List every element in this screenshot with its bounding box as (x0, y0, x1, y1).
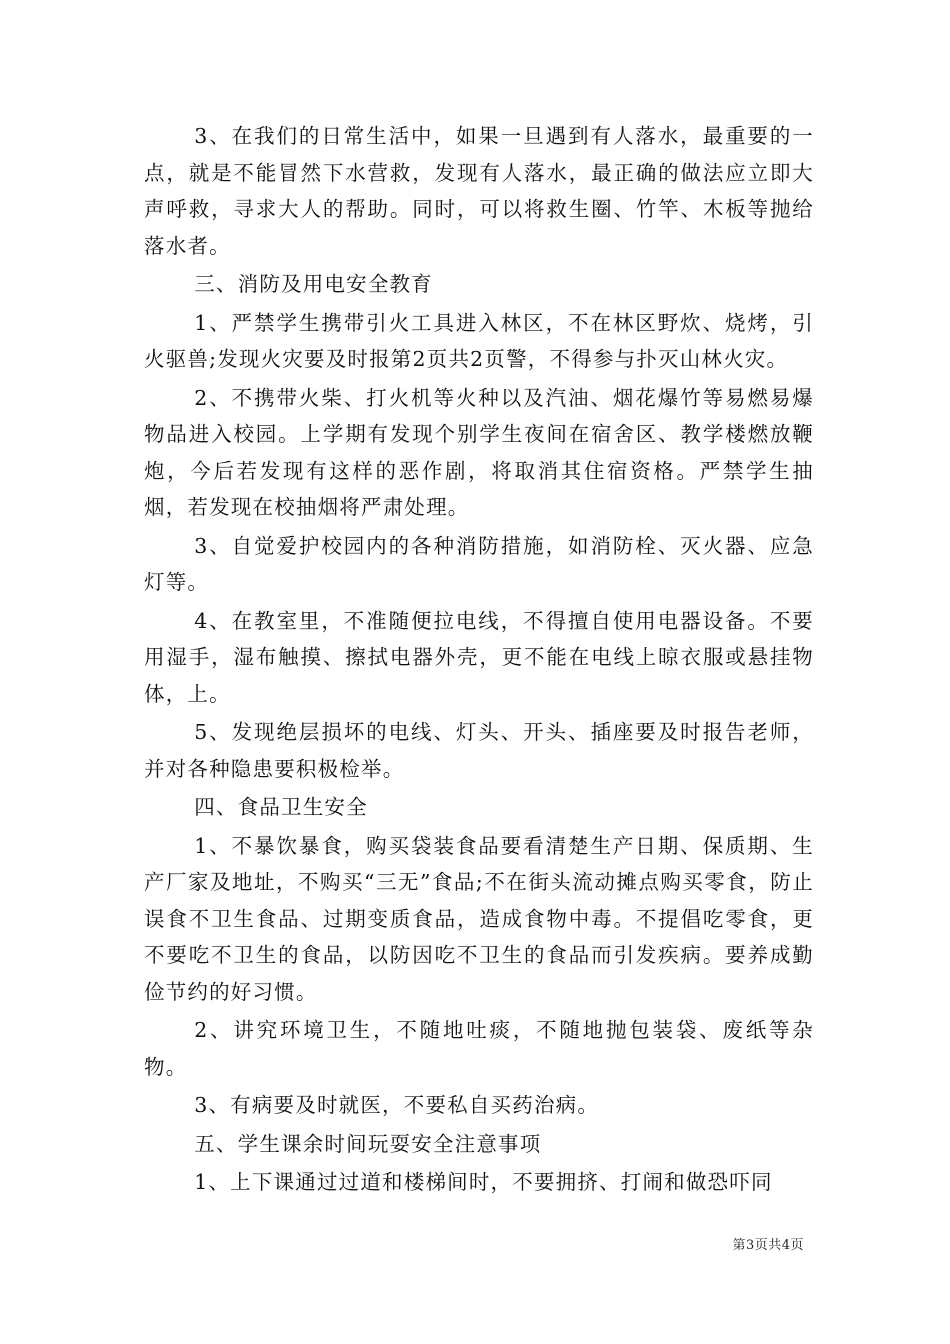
paragraph-fireworks: 2、不携带火柴、打火机等火种以及汽油、烟花爆竹等易燃易爆物品进入校园。上学期有发现个别学生夜间在宿舍区、教学楼燃放鞭炮，今后若发现有这样的恶作剧，将取消其住宿资格。严禁学生抽烟，若发现在校抽烟将严肃处理。 (144, 385, 814, 519)
paragraph-medical: 3、有病要及时就医，不要私自买药治病。 (194, 1093, 600, 1117)
heading-playtime-safety: 五、学生课余时间玩耍安全注意事项 (194, 1131, 542, 1156)
heading-food-safety: 四、食品卫生安全 (194, 795, 368, 819)
paragraph-food-purchase: 1、不暴饮暴食，购买袋装食品要看清楚生产日期、保质期、生产厂家及地址，不购买“三无”食品;不在街头流动摊点购买零食，防止误食不卫生食品、过期变质食品，造成食物中毒。不提倡吃零食，更不要吃不卫生的食品，以防因吃不卫生的食品而引发疾病。要养成勤俭节约的好习惯。 (144, 833, 814, 1004)
paragraph-hygiene: 2、讲究环境卫生，不随地吐痰，不随地抛包装袋、废纸等杂物。 (144, 1018, 814, 1079)
paragraph-damaged-wires: 5、发现绝层损坏的电线、灯头、开头、插座要及时报告老师，并对各种隐患要积极检举。 (144, 720, 814, 781)
heading-fire-electric-safety: 三、消防及用电安全教育 (194, 272, 433, 296)
paragraph-fire-equipment: 3、自觉爱护校园内的各种消防措施，如消防栓、灭火器、应急灯等。 (144, 533, 814, 594)
page-number-footer: 第3页共4页 (732, 1238, 804, 1253)
paragraph-hallway: 1、上下课通过过道和楼梯间时，不要拥挤、打闹和做恐吓同 (194, 1170, 773, 1194)
paragraph-rescue-drowning: 3、在我们的日常生活中，如果一旦遇到有人落水，最重要的一点，就是不能冒然下水营救，发现有人落水，最正确的做法应立即大声呼救，寻求大人的帮助。同时，可以将救生圈、竹竿、木板等抛给落水者。 (144, 124, 814, 258)
document-body (144, 118, 814, 1203)
paragraph-classroom-electric: 4、在教室里，不准随便拉电线，不得擅自使用电器设备。不要用湿手，湿布触摸、擦拭电器外壳，更不能在电线上晾衣服或悬挂物体，上。 (144, 608, 814, 706)
paragraph-fire-forest: 1、严禁学生携带引火工具进入林区，不在林区野炊、烧烤，引火驱兽;发现火灾要及时报第2页共2页警，不得参与扑灭山林火灾。 (144, 310, 814, 371)
